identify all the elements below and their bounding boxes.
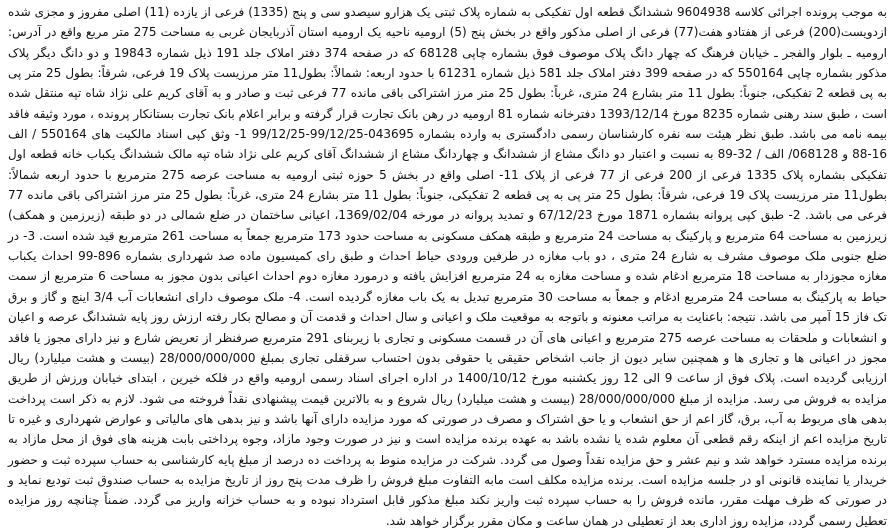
- auction-notice-text: به موجب پرونده اجرائی کلاسه 9604938 ششدانگ قطعه اول تفکیکی به شماره پلاک ثبتی یک هزارو سیصدو سی و پنج (1335) فرعی از یازده (11) اصلی مفروز و مجزی شده ازدویست(200) فرعی از هفتادو هفت(77) فرعی از اصلی مذکور واقع در بخش پنج (5) ارومیه ناحیه یک ارومیه استان آذربایجان غربی به مساحت 275 متر مربع واقع در آدرس: ارومیه ـ بلوار والفجر ـ خیابان فرهنگ که چهار دانگ پلاک موصوف فوق بشماره چاپی 68128 که در صفحه 374 دفتر املاک جلد 191 ذیل شماره 19843 و دو دانگ دیگر پلاک مذکور بشماره چاپی 550164 که در صفحه 399 دفتر املاک جلد 581 ذیل شماره 61231 با حدود اربعه: شمالاً: بطول11 متر مرزیست پلاک 19 فرعی، شرقاً: بطول 25 متر پی به پی قطعه 2 تفکیکی، جنوباً: بطول 11 متر بشارع 24 متری، غرباً: بطول 25 متر مرز اشتراکی باقی مانده 77 فرعی ثبت و صادر و به آقای کریم علی نژاد شاه تپه منتقل شده است ، طبق سند رهنی شماره 8235 مورخ 1393/12/14 دفترخانه شماره 81 ارومیه در رهن بانک تجارت قرار گرفته و برابر اعلام بانک تجارت بستانکار پرونده ، مورد وثیقه فاقد بیمه نامه می باشد. طبق نظر هیئت سه نفره کارشناسان رسمی دادگستری به وارده بشماره 043695-99/12/25-99/12/25 1- وثق کپی اسناد مالکیت های 550164 / الف 16-88 و 068128/ الف / 32-89 به نسبت و اعتبار دو دانگ مشاع از ششدانگ و چهاردانگ مشاع از ششدانگ آقای کریم علی نژاد شاه تپه مالک ششدانگ یکباب خانه قطعه اول تفکیکی بشماره پلاک 1335 فرعی از 200 فرعی از 77 فرعی از پلاک 11- اصلی واقع در بخش 5 حوزه ثبتی ارومیه به مساحت عرصه 275 مترمربع با حدود اربعه شمالاً: بطول11 متر مرزیست پلاک 19 فرعی، شرقاً: بطول 25 متر پی به پی قطعه 2 تفکیکی، جنوباً: بطول 11 متر بشارع 24 متری، غرباً: بطول 25 متر مرز اشتراکی باقی مانده 77 فرعی می باشد. 2- طبق کپی پروانه بشماره 1871 مورخ 67/12/23 و تمدید پروانه در مورخه 1369/02/04، اعیانی ساختمان در ضلع شمالی در دو طبقه (زیرزمین و همکف) زیرزمین به مساحت 64 مترمربع و پارکینگ به مساحت 24 مترمربع و طبقه همکف مسکونی به مساحت حدود 173 مترمربع جمعاً به مساحت 261 مترمربع قید شده است. 3- در ضلع جنوبی ملک موصوف مشرف به شارع 24 متری ، دو باب مغازه در طرفین ورودی حیاط احداث و طبق رای کمیسیون ماده صد شهرداری بشماره 896-99 احداث یکباب مغازه مجوزدار به مساحت 18 مترمربع ادغام شده و مساحت مغازه به 24 مترمربع افزایش یافته و درمورد مغازه دوم احداث اعیانی بدون مجوز به مساحت 6 مترمربع از سمت حیاط به پارکینگ به مساحت 24 مترمربع ادغام و جمعاً به مساحت 30 مترمربع تبدیل به یک باب مغازه گردیده است. 4- ملک موصوف دارای انشعابات آب 3/4 اینچ و گاز و برق تک فاز 15 آمپر می باشد. نتیجه: باعنایت به مراتب معنونه و باتوجه به موقعیت ملک و اعیانی و سال احداث و قدمت آن و مصالح بکار رفته ارزش روز پایه ششدانگ عرصه و اعیان و انشعابات و ملحقات به مساحت عرصه 275 مترمربع و اعیانی های آن در قسمت مسکونی و تجاری با زیربنای 291 مترمربع صرفنظر از تعریض شارع و نیز دارای مجوز یا فاقد مجوز در اعیانی ها و تجاری ها و همچنین سایر دیون از جانب اشخاص حقیقی یا حقوقی بدون احتساب سرقفلی تجاری بمبلغ 28/000/000/000 (بیست و هشت میلیارد) ریال ارزیابی گردیده است. پلاک فوق از ساعت 9 الی 12 روز یکشنبه مورخ 1400/10/12 در اداره اجرای اسناد رسمی ارومیه واقع در فلکه خیرین ، ابتدای خیابان ورزش از طریق مزایده به فروش می رسد. مزایده از مبلغ 28/000/000/000 (بیست و هشت میلیارد) ریال شروع و به بالاترین قیمت پیشنهادی نقداً فروخته می شود. لازم به ذکر است پرداخت بدهی های مربوط به آب، برق، گاز اعم از حق انشعاب و یا حق اشتراک و مصرف در صورتی که مورد مزایده دارای آنها باشد و نیز بدهی های مالیاتی و عوارض شهرداری و غیره تا تاریخ مزایده اعم از اینکه رقم قطعی آن معلوم شده یا نشده باشد به عهده برنده مزایده است و نیز در صورت وجود مازاد، وجوه پرداختی بابت هزینه های فوق از محل مازاد به برنده مزایده مسترد خواهد شد و نیم عشر و حق مزایده نقداً وصول می گردد. شرکت در مزایده منوط به پرداخت ده درصد از مبلغ پایه کارشناسی به حساب سپرده ثبت و حضور خریدار یا نماینده قانونی او در جلسه مزایده است. برنده مزایده مکلف است مابه التفاوت مبلغ فروش را ظرف مدت پنج روز از تاریخ مزایده به حساب صندوق ثبت تودیع نماید و در صورتی که ظرف مهلت مقرر، مانده فروش را به حساب سپرده ثبت واریز نکند مبلغ مذکور قابل استرداد نبوده و به حساب خزانه واریز می گردد. ضمناً چنانچه روز مزایده تعطیل رسمی گردد، مزایده روز اداری بعد از تعطیلی در همان ساعت و مکان مقرر برگزار خواهد شد.: [8, 5, 888, 528]
